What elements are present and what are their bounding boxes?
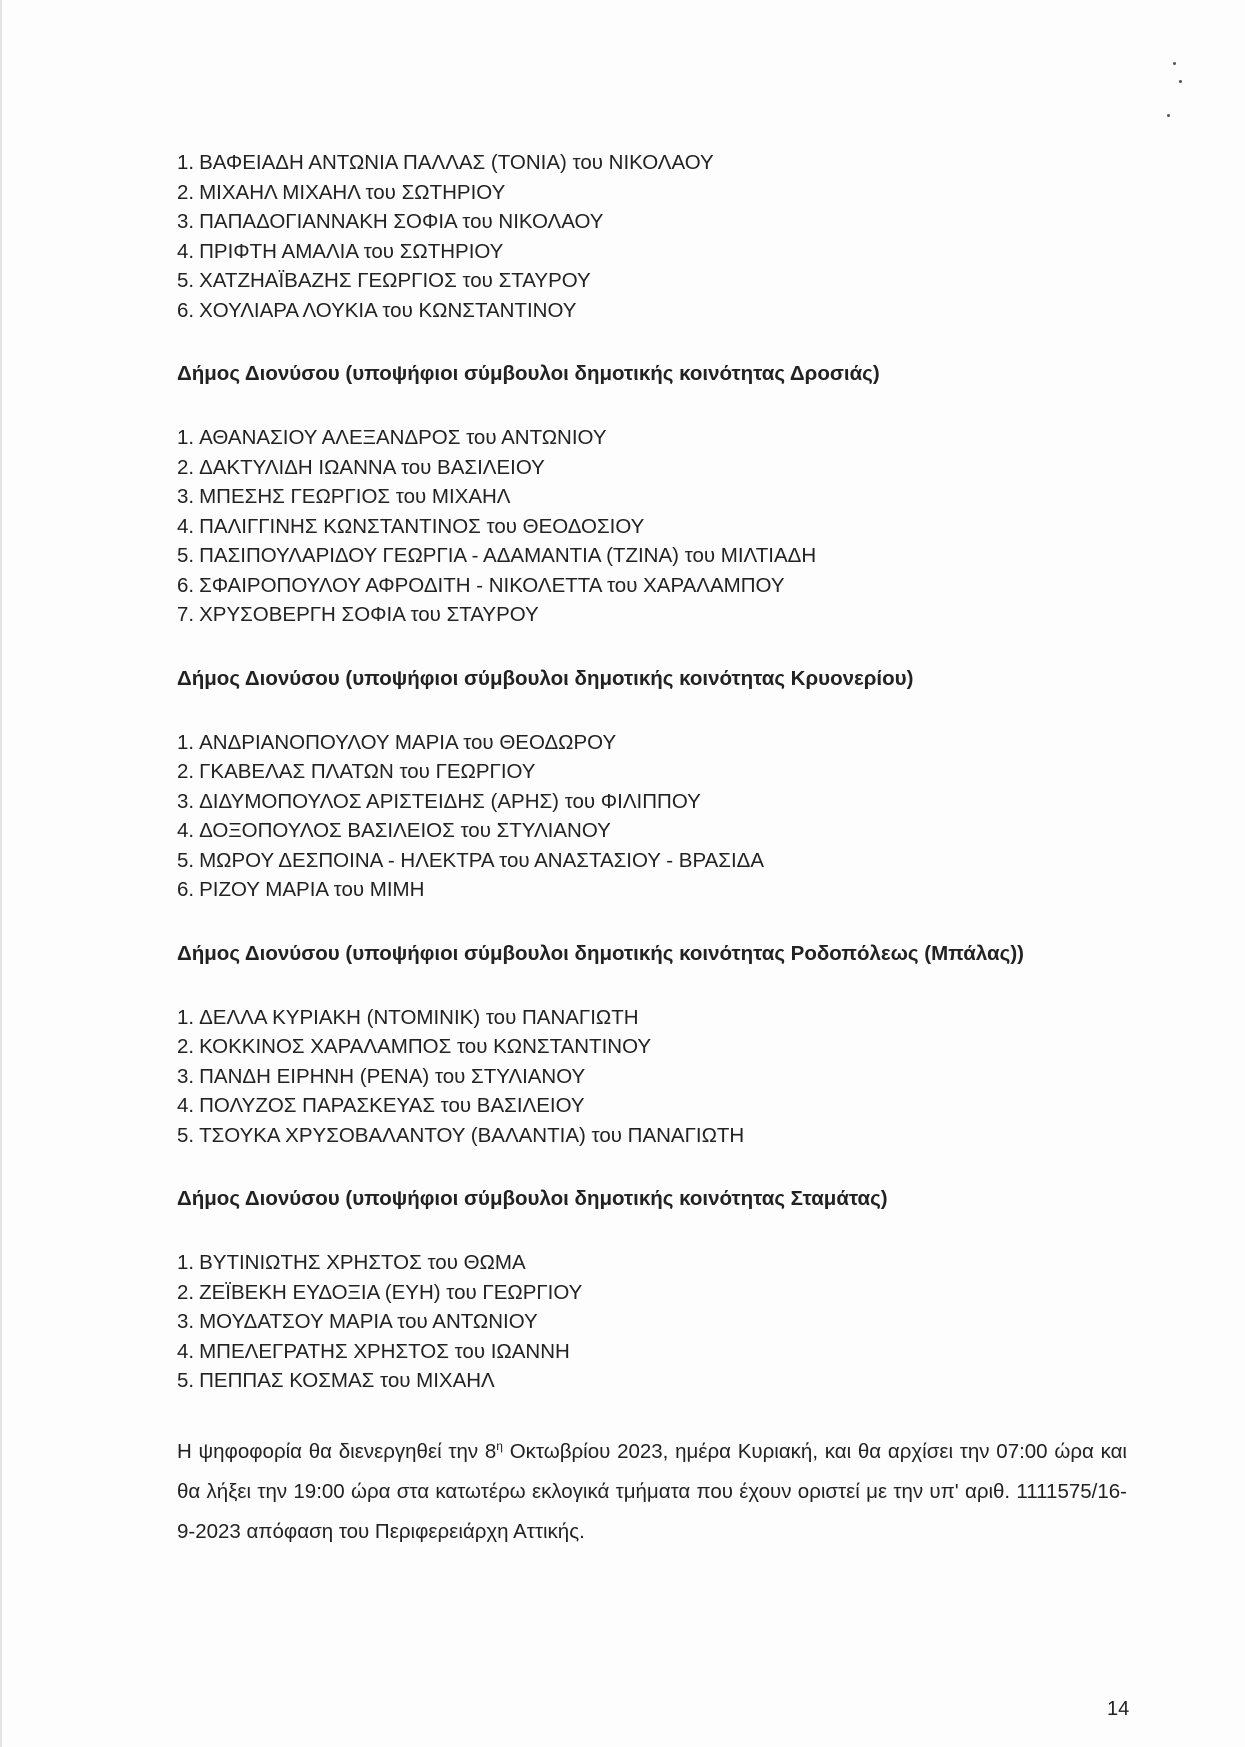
candidate-list-stamata xyxy=(177,1248,1137,1396)
list-item: 2. ΖΕΪΒΕΚΗ ΕΥΔΟΞΙΑ (ΕΥΗ) του ΓΕΩΡΓΙΟΥ xyxy=(177,1280,583,1304)
section-heading-kryoneri: Δήμος Διονύσου (υποψήφιοι σύμβουλοι δημοτικής κοινότητας Κρυονερίου) xyxy=(177,666,914,690)
list-item: 4. ΠΑΛΙΓΓΙΝΗΣ ΚΩΝΣΤΑΝΤΙΝΟΣ του ΘΕΟΔΟΣΙΟΥ xyxy=(177,514,645,538)
list-item: 7. ΧΡΥΣΟΒΕΡΓΗ ΣΟΦΙΑ του ΣΤΑΥΡΟΥ xyxy=(177,603,539,626)
list-item: 2. ΜΙΧΑΗΛ ΜΙΧΑΗΛ του ΣΩΤΗΡΙΟΥ xyxy=(177,180,506,204)
list-item: 3. ΠΑΠΑΔΟΓΙΑΝΝΑΚΗ ΣΟΦΙΑ του ΝΙΚΟΛΑΟΥ xyxy=(177,210,604,233)
list-item: 3. ΜΠΕΣΗΣ ΓΕΩΡΓΙΟΣ του ΜΙΧΑΗΛ xyxy=(177,485,511,508)
candidate-list-drosia xyxy=(177,423,1137,630)
list-item: 5. ΜΩΡΟΥ ΔΕΣΠΟΙΝΑ - ΗΛΕΚΤΡΑ του ΑΝΑΣΤΑΣΙΟΥ - ΒΡΑΣΙΔΑ xyxy=(177,848,765,872)
ordinal-superscript: η xyxy=(496,1438,503,1453)
section-heading-drosia: Δήμος Διονύσου (υποψήφιοι σύμβουλοι δημοτικής κοινότητας Δροσιάς) xyxy=(177,362,880,385)
list-item: 1. ΑΝΔΡΙΑΝΟΠΟΥΛΟΥ ΜΑΡΙΑ του ΘΕΟΔΩΡΟΥ xyxy=(177,730,617,754)
candidate-list-continued xyxy=(177,148,1137,325)
list-item: 1. ΒΑΦΕΙΑΔΗ ΑΝΤΩΝΙΑ ΠΑΛΛΑΣ (ΤΟΝΙΑ) του ΝΙΚΟΛΑΟΥ xyxy=(177,151,714,174)
candidate-list-rodopolis xyxy=(177,1003,1137,1151)
list-item: 6. ΣΦΑΙΡΟΠΟΥΛΟΥ ΑΦΡΟΔΙΤΗ - ΝΙΚΟΛΕΤΤΑ του ΧΑΡΑΛΑΜΠΟΥ xyxy=(177,573,785,597)
list-item: 4. ΜΠΕΛΕΓΡΑΤΗΣ ΧΡΗΣΤΟΣ του ΙΩΑΝΝΗ xyxy=(177,1339,570,1363)
list-item: 2. ΚΟΚΚΙΝΟΣ ΧΑΡΑΛΑΜΠΟΣ του ΚΩΝΣΤΑΝΤΙΝΟΥ xyxy=(177,1035,652,1058)
list-item: 5. ΠΑΣΙΠΟΥΛΑΡΙΔΟΥ ΓΕΩΡΓΙΑ - ΑΔΑΜΑΝΤΙΑ (ΤΖΙΝΑ) του ΜΙΛΤΙΑΔΗ xyxy=(177,544,817,567)
candidate-list-kryoneri xyxy=(177,728,1137,905)
list-item: 1. ΒΥΤΙΝΙΩΤΗΣ ΧΡΗΣΤΟΣ του ΘΩΜΑ xyxy=(177,1251,526,1274)
list-item: 1. ΑΘΑΝΑΣΙΟΥ ΑΛΕΞΑΝΔΡΟΣ του ΑΝΤΩΝΙΟΥ xyxy=(177,426,607,449)
closing-paragraph: Η ψηφοφορία θα διενεργηθεί την $8^\eta$ Οκτωβρίου 2023, ημέρα Κυριακή, και θα αρχίσει την 07:00 ώρα και θα λήξει την 19:00 ώρα στα κατωτέρω εκλογικά τμήματα που έχουν οριστεί με την υπ' αριθ. 1111575/16-9-2023 απόφαση του Περιφερειάρχη Αττικής. xyxy=(177,1438,1127,1543)
list-item: 5. ΧΑΤΖΗΑΪΒΑΖΗΣ ΓΕΩΡΓΙΟΣ του ΣΤΑΥΡΟΥ xyxy=(177,269,591,292)
scan-specks xyxy=(1165,58,1195,128)
list-item: 4. ΠΡΙΦΤΗ ΑΜΑΛΙΑ του ΣΩΤΗΡΙΟΥ xyxy=(177,239,504,263)
section-heading-rodopolis: Δήμος Διονύσου (υποψήφιοι σύμβουλοι δημοτικής κοινότητας Ροδοπόλεως (Μπάλας)) xyxy=(177,941,1024,965)
list-item: 5. ΤΣΟΥΚΑ ΧΡΥΣΟΒΑΛΑΝΤΟΥ (ΒΑΛΑΝΤΙΑ) του ΠΑΝΑΓΙΩΤΗ xyxy=(177,1123,745,1147)
list-item: 4. ΠΟΛΥΖΟΣ ΠΑΡΑΣΚΕΥΑΣ του ΒΑΣΙΛΕΙΟΥ xyxy=(177,1094,585,1117)
page-number: 14 xyxy=(1107,1698,1130,1720)
list-item: 5. ΠΕΠΠΑΣ ΚΟΣΜΑΣ του ΜΙΧΑΗΛ xyxy=(177,1369,495,1392)
list-item: 1. ΔΕΛΛΑ ΚΥΡΙΑΚΗ (ΝΤΟΜΙΝΙΚ) του ΠΑΝΑΓΙΩΤΗ xyxy=(177,1005,639,1029)
list-item: 4. ΔΟΞΟΠΟΥΛΟΣ ΒΑΣΙΛΕΙΟΣ του ΣΤΥΛΙΑΝΟΥ xyxy=(177,819,611,842)
list-item: 2. ΓΚΑΒΕΛΑΣ ΠΛΑΤΩΝ του ΓΕΩΡΓΙΟΥ xyxy=(177,760,536,783)
list-item: 6. ΡΙΖΟΥ ΜΑΡΙΑ του ΜΙΜΗ xyxy=(177,878,425,901)
list-item: 3. ΜΟΥΔΑΤΣΟΥ ΜΑΡΙΑ του ΑΝΤΩΝΙΟΥ xyxy=(177,1310,538,1333)
list-item: 2. ΔΑΚΤΥΛΙΔΗ ΙΩΑΝΝΑ του ΒΑΣΙΛΕΙΟΥ xyxy=(177,455,545,479)
list-item: 6. ΧΟΥΛΙΑΡΑ ΛΟΥΚΙΑ του ΚΩΝΣΤΑΝΤΙΝΟΥ xyxy=(177,298,577,322)
section-heading-stamata: Δήμος Διονύσου (υποψήφιοι σύμβουλοι δημοτικής κοινότητας Σταμάτας) xyxy=(177,1187,888,1210)
document-content xyxy=(177,148,1137,1572)
list-item: 3. ΔΙΔΥΜΟΠΟΥΛΟΣ ΑΡΙΣΤΕΙΔΗΣ (ΑΡΗΣ) του ΦΙΛΙΠΠΟΥ xyxy=(177,789,701,813)
list-item: 3. ΠΑΝΔΗ ΕΙΡΗΝΗ (ΡΕΝΑ) του ΣΤΥΛΙΑΝΟΥ xyxy=(177,1064,586,1088)
